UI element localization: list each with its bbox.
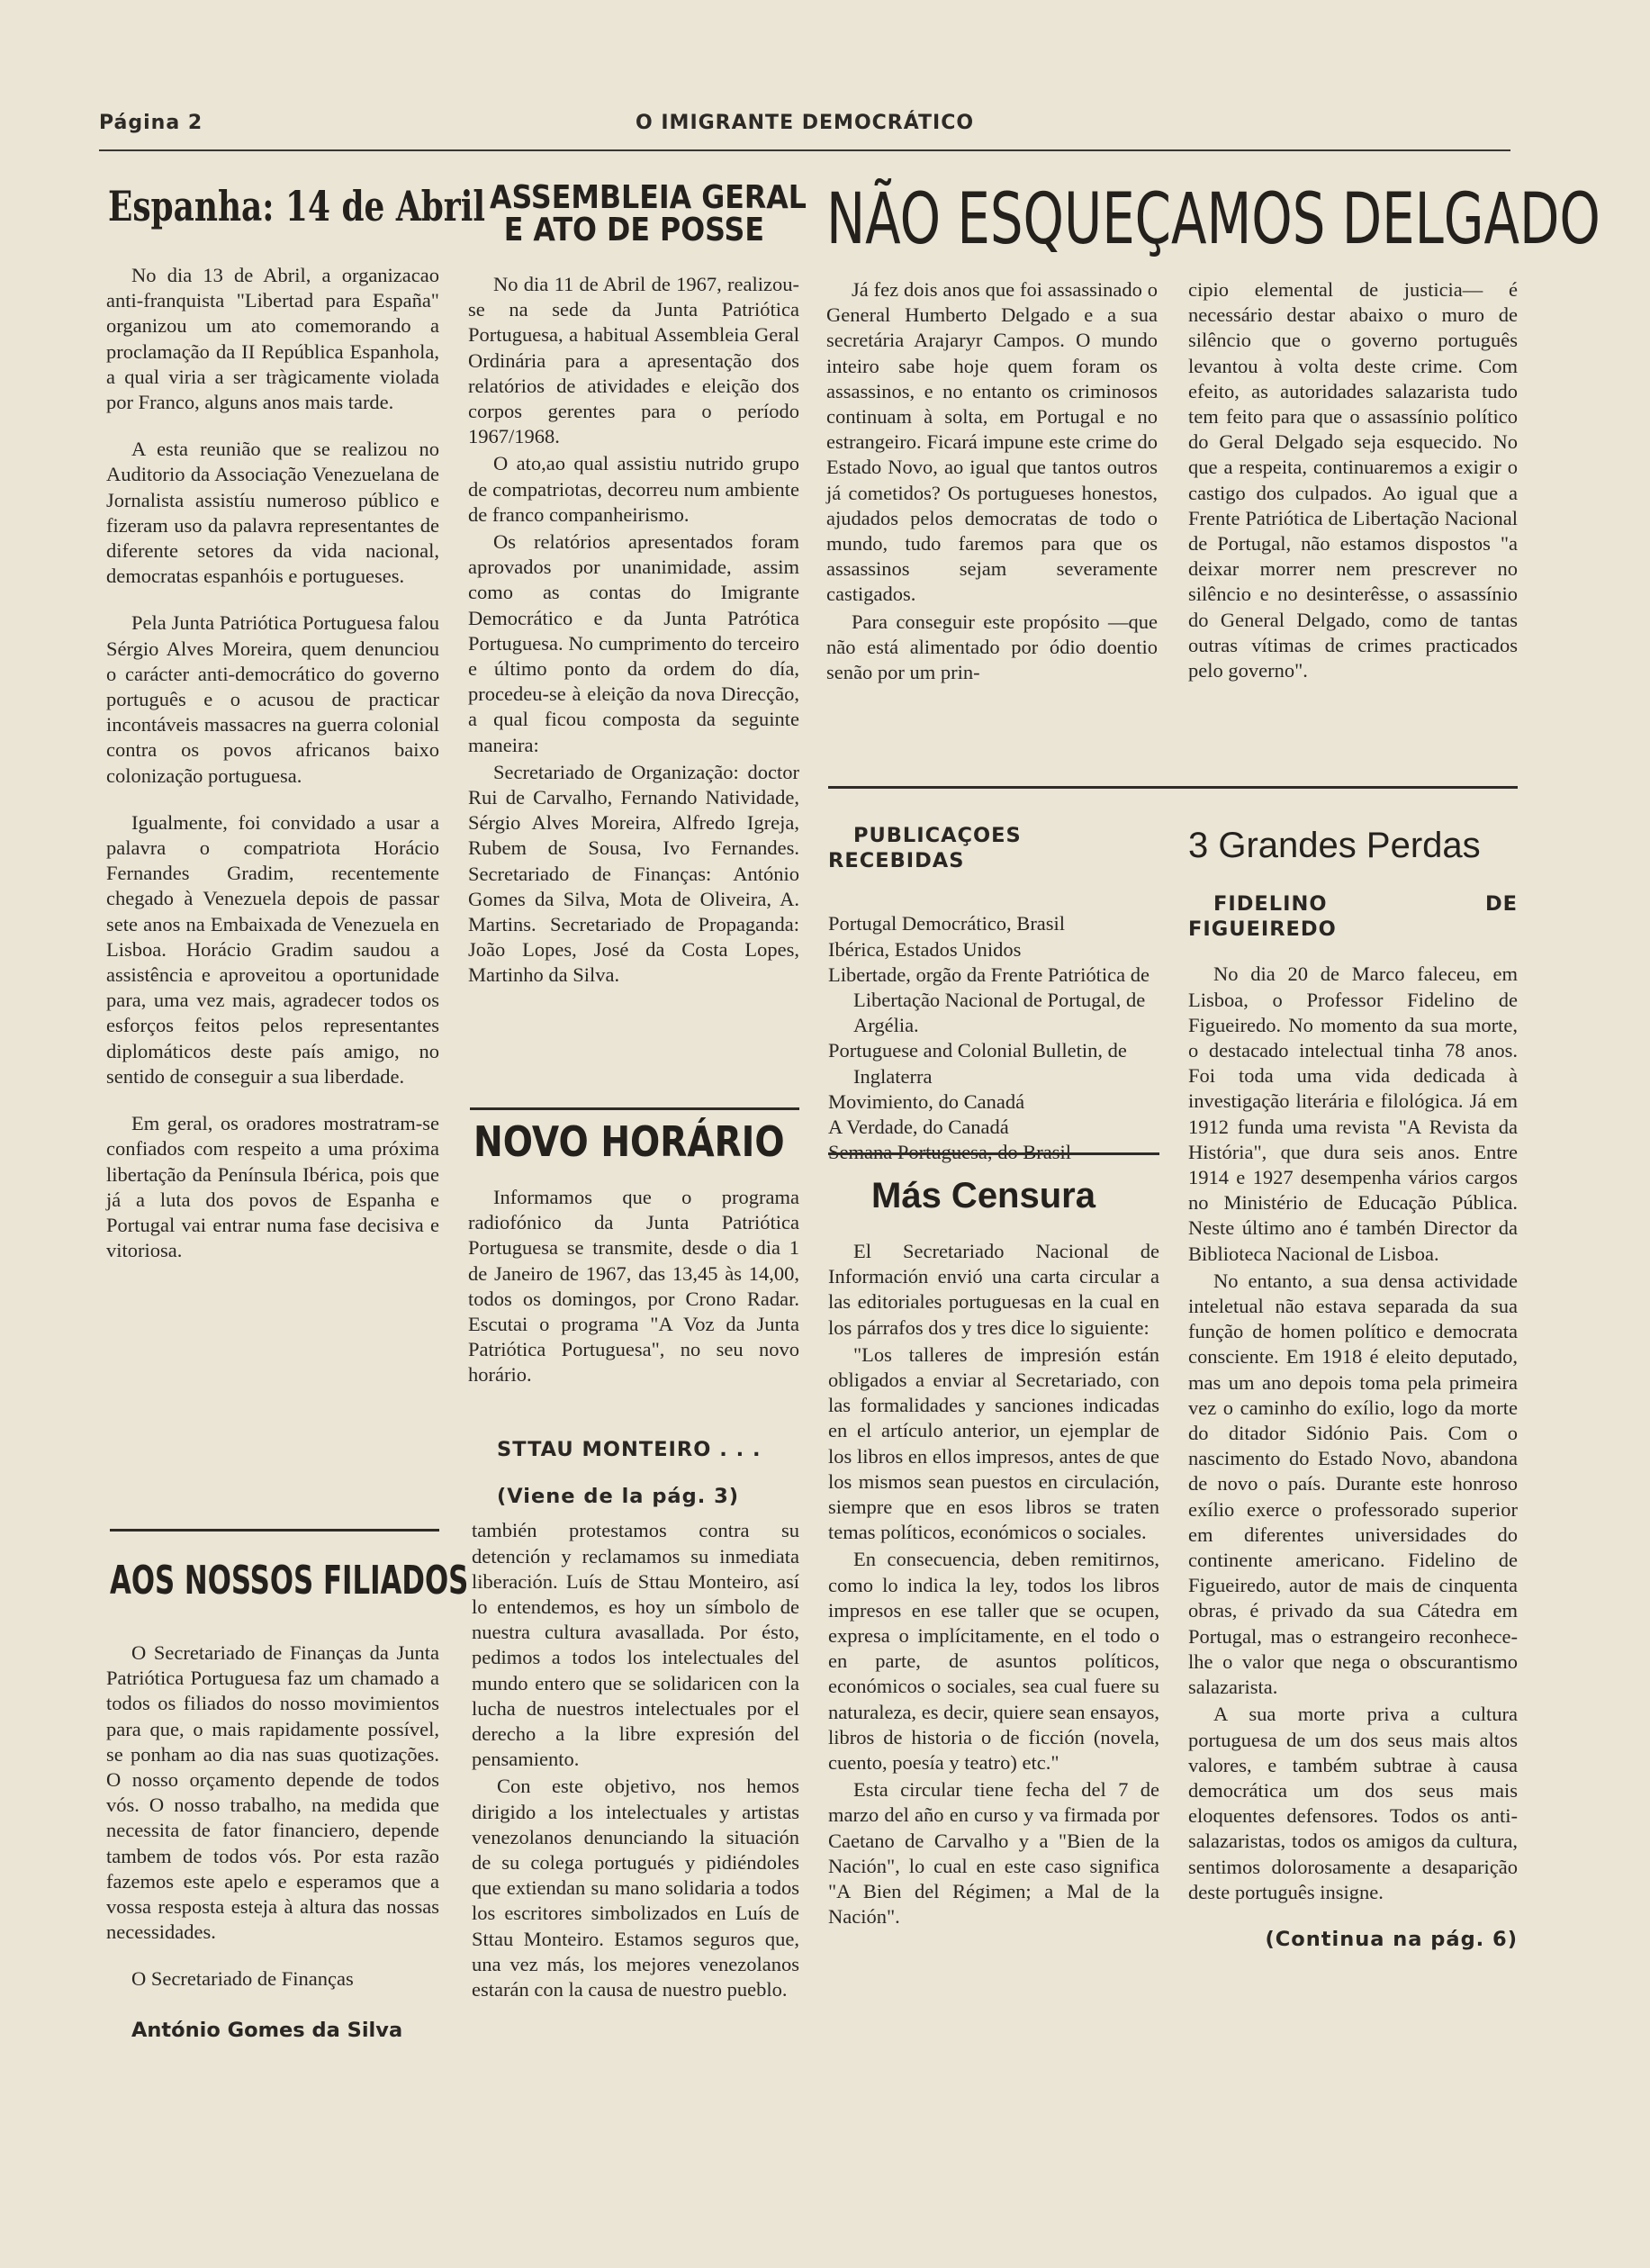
article-title-publicacoes: PUBLICAÇOES RECEBIDAS	[828, 824, 1022, 873]
list-item: Libertade, orgão da Frente Patriótica de Libertação Nacional de Portugal, de Argélia.	[828, 962, 1150, 1037]
section-divider	[470, 1107, 799, 1110]
signature: António Gomes da Silva	[131, 2018, 403, 2042]
paragraph: "Los talleres de impresión están obligados a enviar al Secretariado, con las formalidades y sanciones indicadas en el artículo anterior, un ejemplar de los libros en ellos impresos, antes de que los mismos sean puestos en circulación, siempre que en esos libros se traten temas políticos, económicos o sociales.	[828, 1342, 1159, 1544]
article-title-assembleia	[468, 179, 807, 248]
paragraph: Informamos que o programa radiofónico da Junta Patriótica Portuguesa se transmite, desde o dia 1 de Janeiro de 1967, das 13,45 às 14,00, todos os domingos, por Crono Radar. Escutai o programa "A Voz da Junta Patriótica Portuguesa", no seu novo horário.	[468, 1186, 799, 1387]
paragraph: En consecuencia, deben remitirnos, como lo indica la ley, todos los libros impresos en ese taller que se ocupen, expresa o implícitamente, en el todo o en parte, de asuntos políticos, económicos o sociales, sea cual fuere su naturaleza, es decir, quiere sean ensayos, libros de historia o de ficción (novela, cuento, poesía y teatro) etc."	[828, 1548, 1159, 1775]
paragraph: A esta reunião que se realizou no Auditorio da Associação Venezuelana de Jornalista assistíu numeroso público e fizeram uso da palavra representantes de diferente setores da vida nacional, democratas espanhóis e portugueses.	[106, 438, 439, 588]
page-number: Página 2	[99, 112, 203, 134]
continues-note: (Continua na pág. 6)	[1265, 1927, 1518, 1951]
column-assembleia	[468, 179, 807, 1010]
list-item: Movimiento, do Canadá	[828, 1089, 1025, 1113]
article-subtitle-perdas: FIDELINO DE FIGUEIREDO	[1188, 892, 1518, 942]
list-item: A Verdade, do Canadá	[828, 1116, 1009, 1139]
column-publicacoes	[828, 823, 1159, 1165]
paragraph: también protestamos contra su detención y reclamamos su inmediata liberación. Luís de Sttau Monteiro, así lo entendemos, es hoy un símbolo de nuestra cultura avasallada. Por ésto, pedimos a todos los intelectuales del mundo entero que se solidaricen con la lucha de nuestros intelectuales por el derecho a la libre expresión del pensamiento.	[472, 1519, 799, 1771]
column-sttau	[472, 1437, 799, 2024]
column-mas-censura	[828, 1170, 1159, 1951]
article-title-espanha: Espanha: 14 de Abril	[108, 182, 485, 230]
paragraph: Para conseguir este propósito —que não está alimentado por ódio doentio senão por um prin-	[826, 610, 1158, 684]
article-title-sttau: STTAU MONTEIRO . . .	[497, 1438, 762, 1461]
paragraph: No entanto, a sua densa actividade inteletual não estava separada da sua função de homen político e democrata consciente. Em 1918 é eleito deputado, mas um ano depois toma pela primeira vez o caminho do exílio, logo da morte do ditador Sidónio Pais. Com o nascimento do Estado Novo, abandona de novo o país. Durante este honroso exílio exerce o professorado superior em diferentes universidades do continente americano. Fidelino de Figueiredo, autor de mais de cinquenta obras, é privado da sua Cátedra em Portugal, mas o estrangeiro reconhece-lhe o valor que nega o obscurantismo salazarista.	[1188, 1269, 1518, 1699]
section-divider	[828, 1152, 1159, 1155]
paragraph: No dia 11 de Abril de 1967, realizou-se na sede da Junta Patriótica Portuguesa, a habitual Assembleia Geral Ordinária para a apresentação dos relatórios de atividades e eleição dos corpos gerentes para o período 1967/1968.	[468, 273, 799, 448]
list-item: Ibérica, Estados Unidos	[828, 937, 1022, 961]
paragraph: A sua morte priva a cultura portuguesa de um dos seus mais altos valores, e também subtrae à causa democrática um dos seus mais eloquentes defensores. Todos os anti-salazaristas, todos os amigos da cultura, sentimos dolorosamente a desaparição deste português insigne.	[1188, 1703, 1518, 1903]
column-perdas	[1188, 819, 1518, 1974]
paragraph: Igualmente, foi convidado a usar a palavra o compatriota Horácio Fernandes Gradim, recentemente chegado à Venezuela depois de passar sete anos na Embaixada de Venezuela en Lisboa. Horácio Gradim saudou a assistência e aproveitou a oportunidade para, uma vez mais, agradecer todos os esforços feitos pelos representantes diplomáticos deste país amigo, no sentido de conseguir a sua liberdade.	[106, 810, 439, 1088]
paragraph: No dia 20 de Marco faleceu, em Lisboa, o Professor Fidelino de Figueiredo. No momento da sua morte, o destacado intelectual tinha 78 anos. Foi toda uma vida dedicada à investigação literária e filológica. Já em 1912 funda uma revista "A Revista da História", que dura seis anos. Entre 1914 e 1927 desempenha vários cargos no Ministério de Educação Pública. Neste último ano é tambén Director da Biblioteca Nacional de Lisboa.	[1188, 962, 1518, 1265]
paragraph: Con este objetivo, nos hemos dirigido a los intelectuales y artistas venezolanos denunciando la situación de su colega portugués y pidiéndoles que extiendan su mano solidaria a todos los escritores simbolizados en Luís de Sttau Monteiro. Estamos seguros que, una vez más, los mejores venezolanos estarán con la causa de nuestro pueblo.	[472, 1775, 799, 2001]
paragraph: Pela Junta Patriótica Portuguesa falou Sérgio Alves Moreira, quem denunciou o carácter anti-democrático do governo português e o acusou de practicar incontáveis massacres na guerra colonial contra os povos africanos baixo colonização portuguesa.	[106, 611, 439, 787]
paragraph: O Secretariado de Finanças da Junta Patriótica Portuguesa faz um chamado a todos os filiados do nosso movimientos para que, o mais rapidamente possível, se ponham ao dia nas suas quotizações. O nosso orçamento depende de todos vós. O nosso trabalho, na medida que necessita de fator financiero, depende tambem de todos vós. Por esta razão fazemos este apelo e esperamos que a vossa resposta esteja à altura das nossas necessidades.	[106, 1641, 439, 1944]
column-delgado-1	[826, 277, 1158, 707]
article-title-perdas: 3 Grandes Perdas	[1188, 826, 1481, 865]
title-line: E ATO DE POSSE	[503, 212, 764, 248]
column-espanha	[106, 182, 485, 1285]
paragraph: Já fez dois anos que foi assassinado o General Humberto Delgado e a sua secretária Arajaryr Campos. O mundo inteiro sabe hoje quem foram os assassinos, e no entanto os criminosos continuam à solta, em Portugal e no estrangeiro. Ficará impune este crime do Estado Novo, ao igual que tantos outros já cometidos? Os portugueses honestos, ajudados pelos democratas de todo o mundo, tudo faremos para que os assassinos sejam severamente castigados.	[826, 278, 1158, 606]
article-title-filiados: AOS NOSSOS FILIADOS	[110, 1558, 469, 1604]
paragraph: Secretariado de Organização: doctor Rui de Carvalho, Fernando Natividade, Sérgio Alves Moreira, Alfredo Igreja, Rubem de Sousa, Ivo Fernandes. Secretariado de Finanças: António Gomes da Silva, Mota de Oliveira, A. Martins. Secretariado de Propaganda: João Lopes, José da Costa Lopes, Martinho da Silva.	[468, 760, 799, 987]
title-line: ASSEMBLEIA GERAL	[489, 179, 807, 216]
column-filiados	[106, 1558, 469, 2065]
article-title-mas-censura: Más Censura	[871, 1176, 1095, 1215]
article-title-novo-horario: NOVO HORÁRIO	[473, 1117, 785, 1166]
article-title-delgado: NÃO ESQUEÇAMOS DELGADO	[826, 179, 1600, 260]
paragraph: No dia 13 de Abril, a organizacao anti-franquista "Libertad para España" organizou um ato comemorando a proclamação da II República Espanhola, a qual viria a ser tràgicamente violada por Franco, alguns anos mais tarde.	[106, 264, 439, 414]
list-item: Portuguese and Colonial Bulletin, de Inglaterra	[828, 1039, 1127, 1088]
paragraph: cipio elemental de justicia— é necessário destar abaixo o muro de silêncio que o governo português levantou à volta deste crime. Com efeito, as autoridades salazarista tudo tem feito para que o assassínio político do Geral Delgado seja esquecido. No que a respeita, continuaremos a exigir o castigo dos culpados. Ao igual que a Frente Patriótica de Libertação Nacional de Portugal, não estamos dispostos "a deixar morrer nem prescrever no silêncio e no desinterêsse, o assassínio do General Delgado, como de tantas outras vítimas de crimes practicados pelo governo".	[1188, 278, 1518, 682]
publications-list	[828, 911, 1159, 1165]
header-divider	[99, 149, 1510, 151]
article-body-espanha	[106, 263, 439, 1263]
list-item: Portugal Democrático, Brasil	[828, 912, 1066, 935]
paragraph: El Secretariado Nacional de Información envió una carta circular a las editoriales portuguesas en la cual en los párrafos dos y tres dice lo siguiente:	[828, 1240, 1159, 1339]
paragraph: O Secretariado de Finanças	[131, 1967, 354, 1991]
paragraph: Os relatórios apresentados foram aprovados por unanimidade, assim como as contas do Imigrante Democrático e da Junta Patrótica Portuguesa. No cumprimento do terceiro e último ponto da ordem do día, procedeu-se à eleição da nova Direcção, a qual ficou composta da seguinte maneira:	[468, 530, 799, 756]
column-delgado-2	[1188, 277, 1518, 705]
section-divider	[110, 1529, 439, 1532]
column-novo-horario	[468, 1116, 799, 1410]
section-divider	[828, 786, 1518, 789]
masthead-title: O IMIGRANTE DEMOCRÁTICO	[636, 112, 975, 134]
paragraph: Esta circular tiene fecha del 7 de marzo del año en curso y va firmada por Caetano de Carvalho y a "Bien de la Nación", lo cual en este caso significa "A Bien del Régimen; a Mal de la Nación".	[828, 1778, 1159, 1929]
article-subtitle-sttau: (Viene de la pág. 3)	[497, 1485, 740, 1509]
paragraph: O ato,ao qual assistiu nutrido grupo de compatriotas, decorreu num ambiente de franco companheirismo.	[468, 452, 799, 526]
paragraph: Em geral, os oradores mostratram-se confiados com respeito a uma próxima libertação da Península Ibérica, pois que já a luta dos povos de Espanha e Portugal vai entrar numa fase decisiva e vitoriosa.	[106, 1112, 439, 1262]
